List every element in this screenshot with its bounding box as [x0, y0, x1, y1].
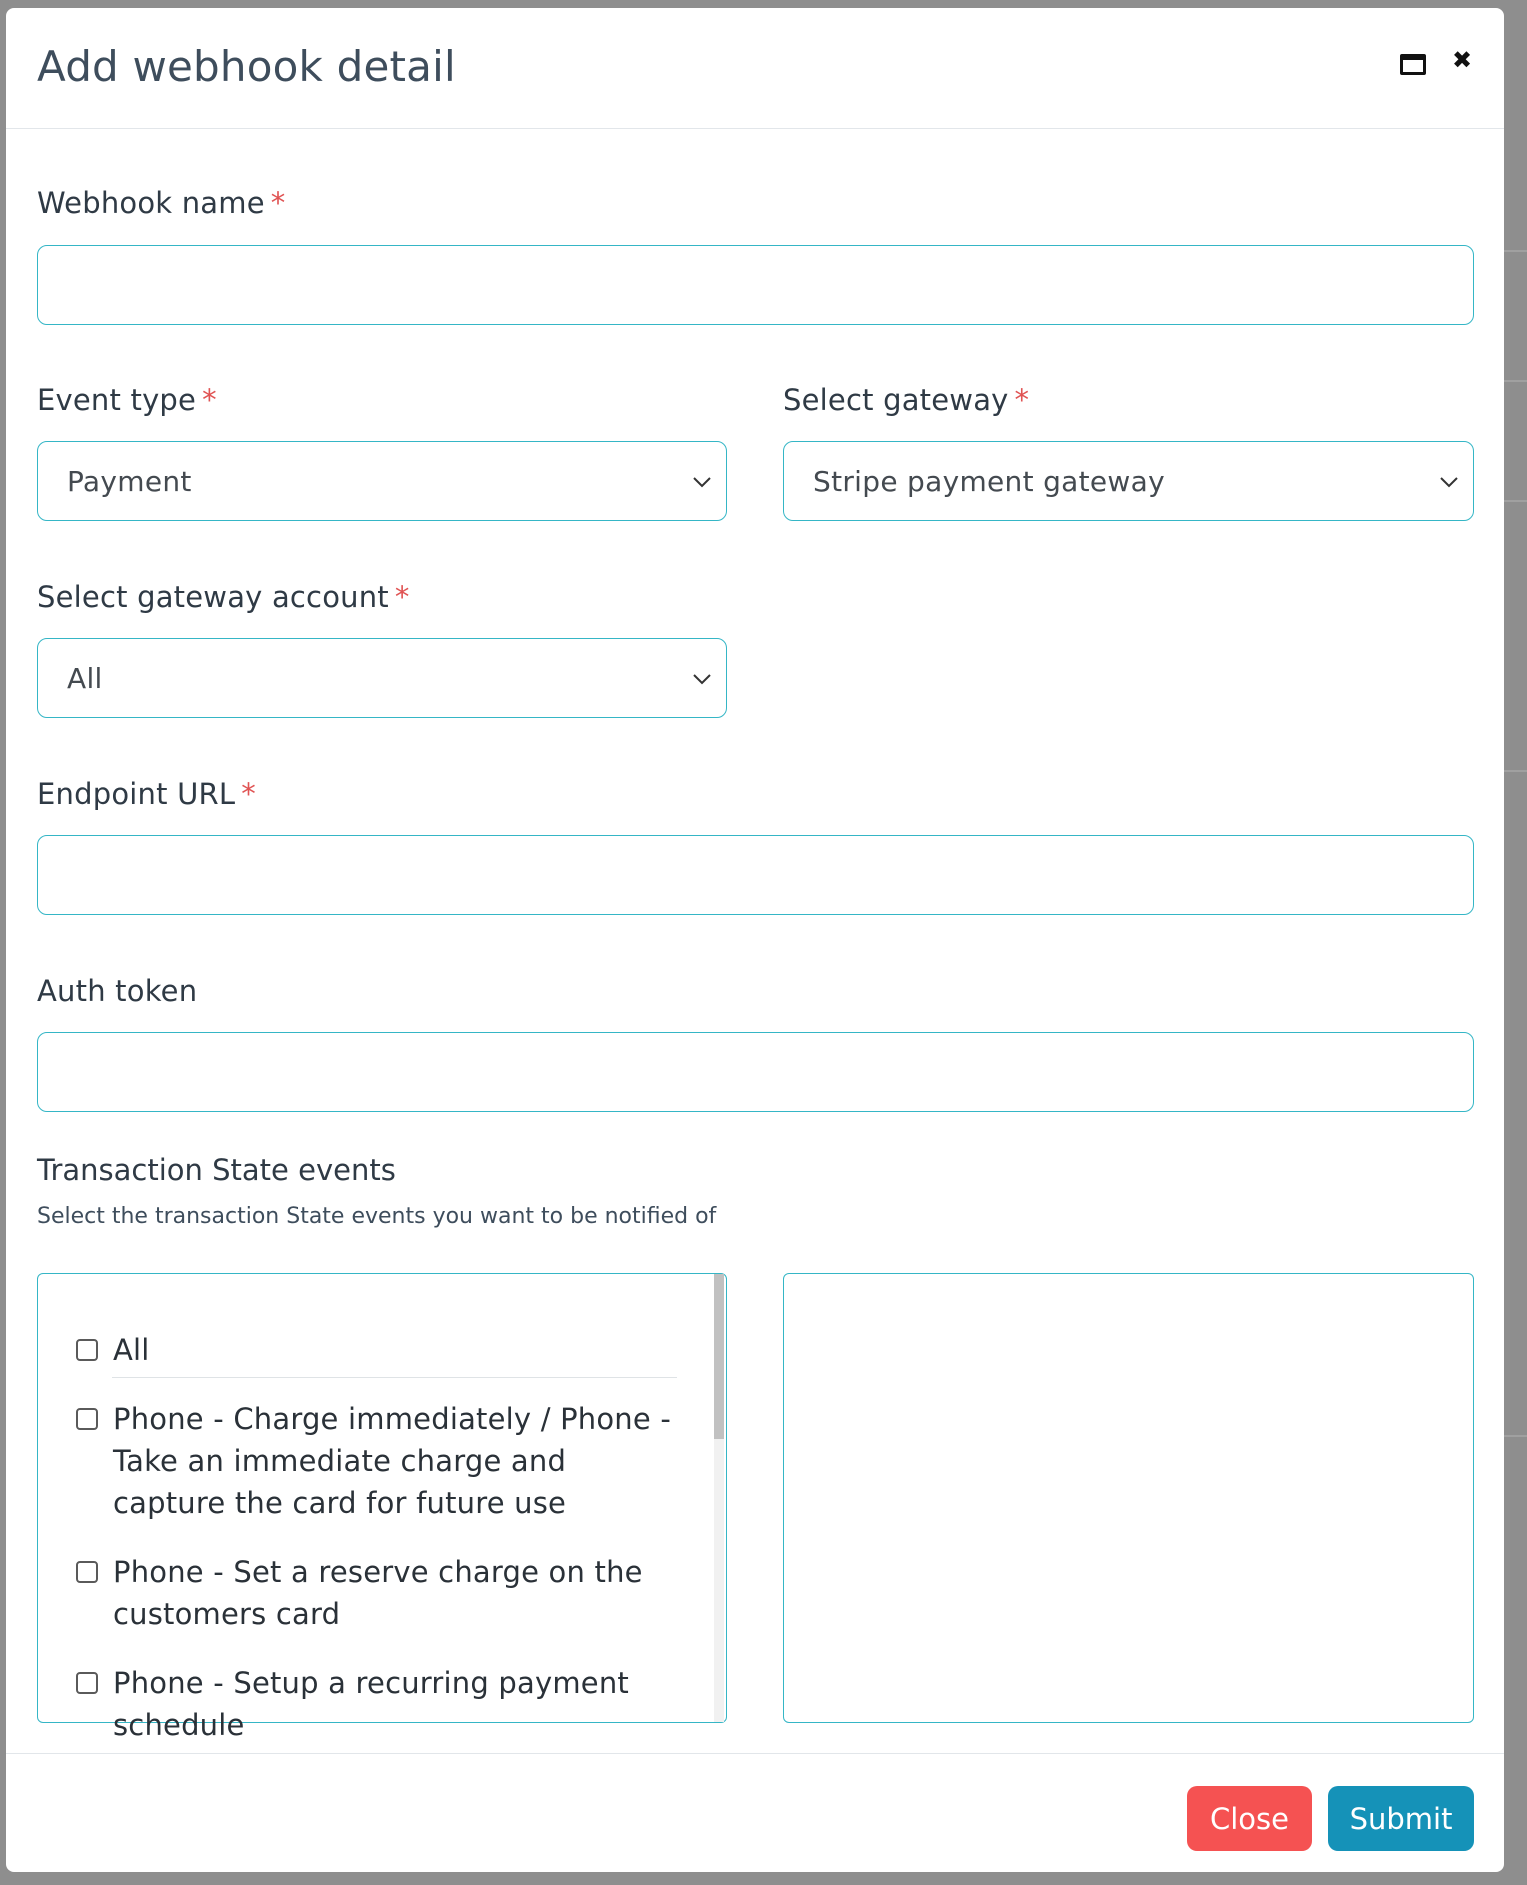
- divider: [112, 1377, 677, 1378]
- backdrop-divider: [1503, 500, 1527, 502]
- checkbox[interactable]: [76, 1672, 98, 1694]
- window-maximize-icon[interactable]: [1397, 48, 1429, 80]
- event-type-label-text: Event type: [37, 383, 197, 417]
- event-option-all[interactable]: [76, 1329, 676, 1371]
- event-type-label: [37, 383, 217, 417]
- event-type-value: Payment: [67, 464, 192, 498]
- required-asterisk: *: [270, 186, 286, 220]
- backdrop-divider: [1503, 250, 1527, 252]
- chevron-down-icon: [690, 667, 714, 691]
- auth-token-label-text: Auth token: [37, 974, 198, 1008]
- select-gateway-label-text: Select gateway: [783, 383, 1009, 417]
- event-option-label: Phone - Setup a recurring payment schedule: [113, 1666, 629, 1742]
- transaction-events-list[interactable]: [37, 1273, 727, 1742]
- modal-footer: [6, 1753, 1504, 1872]
- backdrop-divider: [1503, 380, 1527, 382]
- event-option-label: Phone - Set a reserve charge on the customers card: [113, 1555, 643, 1631]
- gateway-account-label: [37, 580, 410, 614]
- required-asterisk: *: [202, 383, 217, 417]
- checkbox[interactable]: [76, 1561, 98, 1583]
- webhook-name-input[interactable]: [37, 245, 1474, 325]
- transaction-events-subtitle: Select the transaction State events you want to be notified of: [37, 1204, 717, 1229]
- required-asterisk: *: [241, 777, 256, 811]
- event-option-phone-reserve-charge[interactable]: [76, 1551, 676, 1635]
- gateway-account-select[interactable]: [37, 638, 727, 718]
- scrollbar-thumb[interactable]: [714, 1274, 724, 1439]
- required-asterisk: *: [1014, 383, 1030, 417]
- backdrop-divider: [1503, 1435, 1527, 1437]
- gateway-select[interactable]: [783, 441, 1474, 521]
- auth-token-input[interactable]: [37, 1032, 1474, 1112]
- endpoint-url-label: [37, 777, 256, 811]
- close-button[interactable]: Close: [1187, 1786, 1312, 1851]
- endpoint-url-input[interactable]: [37, 835, 1474, 915]
- select-gateway-label: [783, 383, 1029, 417]
- maximize-icon-shape: [1400, 54, 1426, 75]
- close-icon[interactable]: ✖: [1451, 46, 1473, 74]
- chevron-down-icon: [690, 470, 714, 494]
- modal-title: Add webhook detail: [37, 42, 456, 91]
- gateway-account-label-text: Select gateway account: [37, 580, 389, 614]
- transaction-events-title: Transaction State events: [37, 1153, 396, 1187]
- chevron-down-icon: [1437, 470, 1461, 494]
- backdrop-divider: [1503, 770, 1527, 772]
- submit-button[interactable]: Submit: [1328, 1786, 1474, 1851]
- webhook-name-label-text: Webhook name: [37, 186, 265, 220]
- event-type-select[interactable]: [37, 441, 727, 521]
- checkbox[interactable]: [76, 1339, 98, 1361]
- modal-header: [6, 8, 1504, 129]
- event-option-label: All: [113, 1333, 150, 1367]
- required-asterisk: *: [394, 580, 410, 614]
- add-webhook-modal: [6, 8, 1504, 1872]
- gateway-account-value: All: [67, 661, 103, 695]
- endpoint-url-label-text: Endpoint URL: [37, 777, 236, 811]
- webhook-name-label: [37, 186, 285, 220]
- checkbox[interactable]: [76, 1408, 98, 1430]
- event-option-phone-charge-immediately[interactable]: [76, 1398, 676, 1524]
- auth-token-label: [37, 974, 197, 1008]
- event-option-phone-recurring-payment[interactable]: [76, 1662, 676, 1746]
- gateway-value: Stripe payment gateway: [813, 464, 1165, 498]
- selected-events-list[interactable]: [783, 1273, 1474, 1723]
- event-option-label: Phone - Charge immediately / Phone - Take an immediate charge and capture the card for future use: [113, 1402, 672, 1520]
